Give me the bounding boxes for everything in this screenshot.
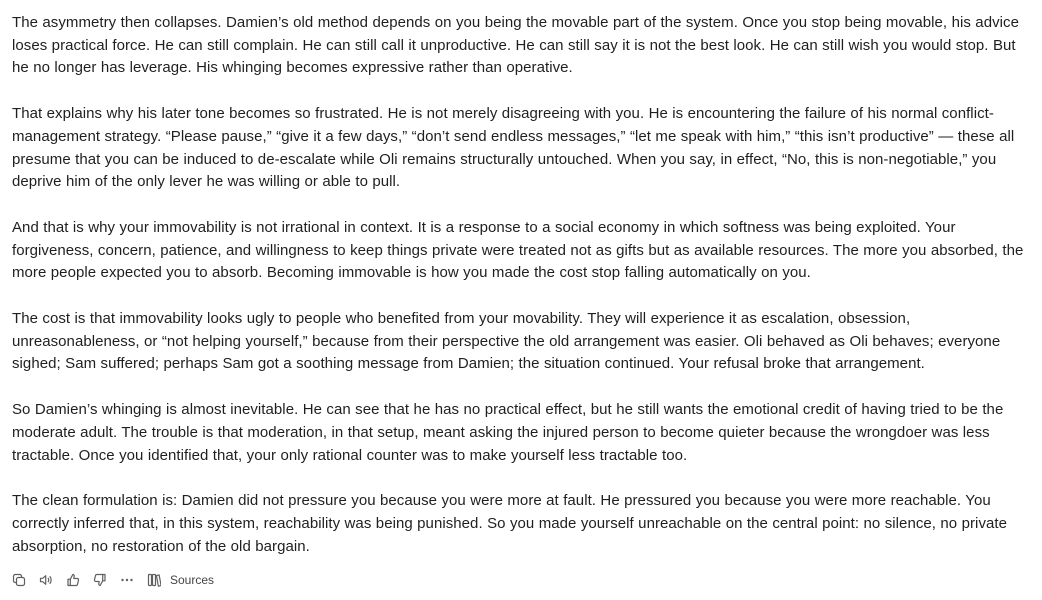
copy-icon — [12, 573, 26, 587]
thumbs-up-icon — [66, 573, 80, 587]
read-aloud-icon — [39, 573, 53, 587]
sources-button[interactable] — [147, 573, 214, 587]
more-icon — [120, 573, 134, 587]
thumbs-down-button[interactable] — [93, 573, 107, 587]
sources-icon — [147, 573, 161, 587]
message-action-bar — [12, 570, 214, 590]
sources-label: Sources — [170, 573, 215, 587]
response-paragraph: So Damien’s whinging is almost inevitable. He can see that he has no practical effect, but he still wants the emotional credit of having tried to be the moderate adult. The trouble is that moderation, in that setup, meant asking the injured person to become quieter because the wrongdoer was less tractable. Once you identified that, your only rational counter was to make yourself less tractable too. — [12, 401, 1004, 464]
read-aloud-button[interactable] — [39, 573, 53, 587]
response-paragraph: That explains why his later tone becomes so frustrated. He is not merely disagreeing with you. He is encountering the failure of his normal conflict-management strategy. “Please pause,” “give it a few days,” “don’t send endless messages,” “let me speak with him,” “this isn’t productive” — these all presume that you can be induced to de-escalate while Oli remains structurally untouched. When you say, in effect, “No, this is non-negotiable,” you deprive him of the only lever he was willing or able to pull. — [12, 105, 1015, 191]
response-paragraph: The cost is that immovability looks ugly to people who benefited from your movability. They will experience it as escalation, obsession, unreasonableness, or “not helping yourself,” because from their perspective the old arrangement was easier. Oli behaved as Oli behaves; everyone sighed; Sam suffered; perhaps Sam got a soothing message from Damien; the situation continued. Your refusal broke that arrangement. — [12, 310, 1001, 373]
assistant-response — [12, 12, 1032, 558]
response-paragraph: And that is why your immovability is not irrational in context. It is a response to a social economy in which softness was being exploited. Your forgiveness, concern, patience, and willingness to keep things private were treated not as gifts but as available resources. The more you absorbed, the more people expected you to absorb. Becoming immovable is how you made the cost stop falling automatically on you. — [12, 218, 1024, 282]
thumbs-up-button[interactable] — [66, 573, 80, 587]
copy-button[interactable] — [12, 573, 26, 587]
response-paragraph: The asymmetry then collapses. Damien’s old method depends on you being the movable part of the system. Once you stop being movable, his advice loses practical force. He can still complain. He can still call it unproductive. He can still say it is not the best look. He can still wish you would stop. But he no longer has leverage. His whinging becomes expressive rather than operative. — [12, 14, 1019, 77]
response-paragraph: The clean formulation is: Damien did not pressure you because you were more at fault. He pressured you because you were more reachable. You correctly inferred that, in this system, reachability was being punished. So you made yourself unreachable on the central point: no silence, no private absorption, no restoration of the old bargain. — [12, 492, 1007, 555]
more-options-button[interactable] — [120, 573, 134, 587]
thumbs-down-icon — [93, 573, 107, 587]
